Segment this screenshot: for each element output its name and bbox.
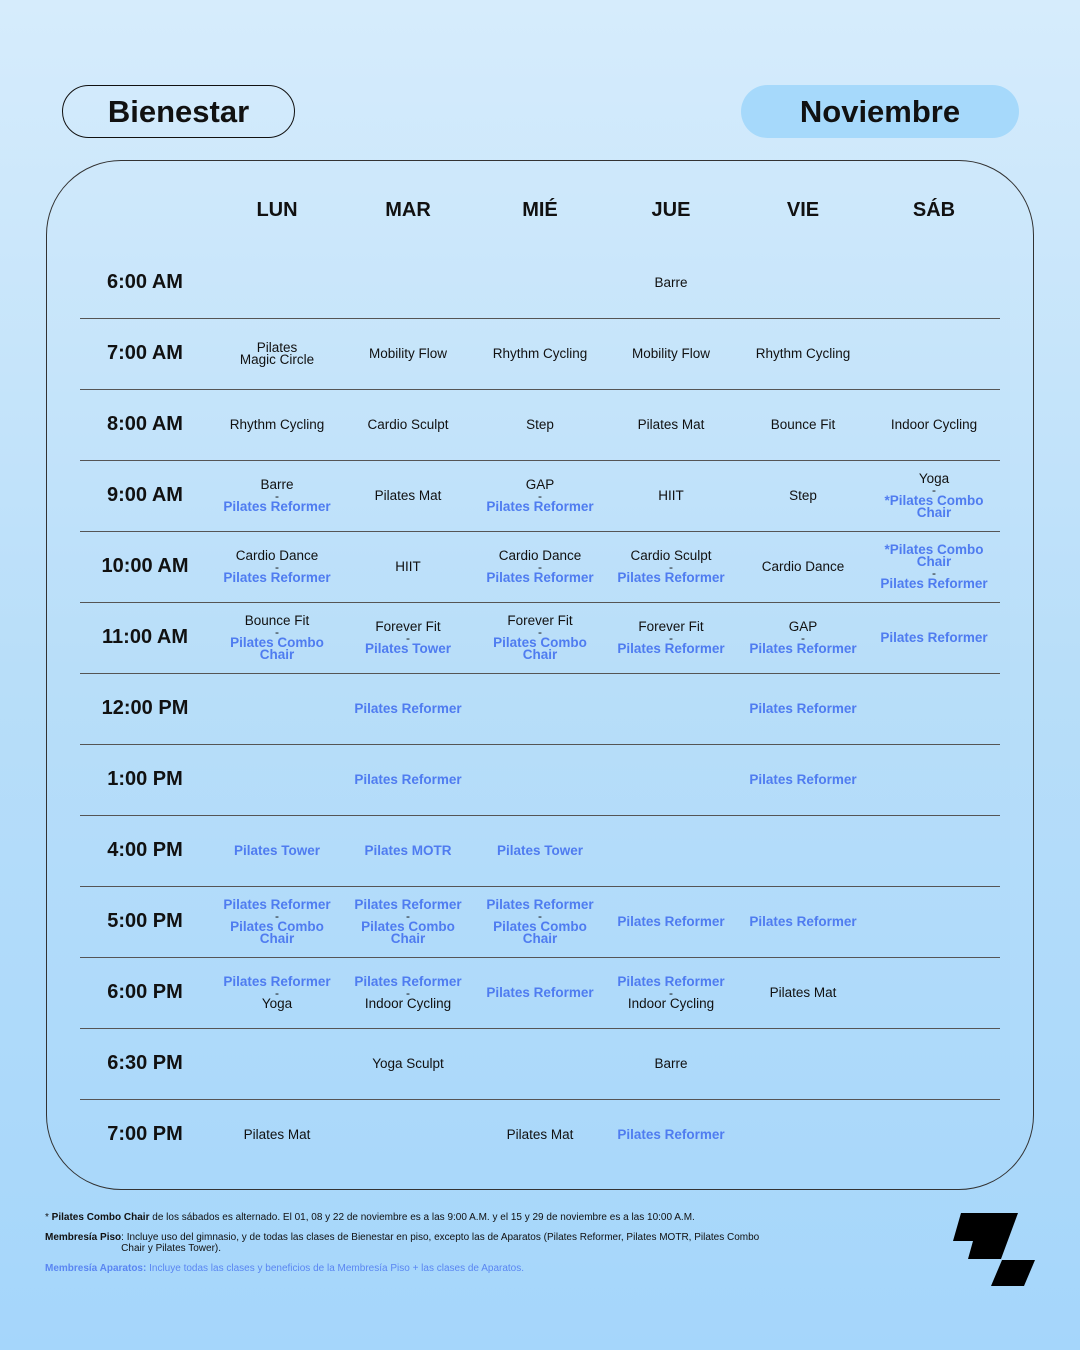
separator: - [538,908,542,923]
class-cell [738,744,868,815]
combo-chair-note [45,1212,845,1223]
class-cell [343,602,473,673]
class-cell [606,318,736,389]
piso-text: : Incluye uso del gimnasio, y de todas las clases de Bienestar en piso, excepto las de Aparatos (Pilates Reformer, Pilates MOTR, Pilates Combo Chair y Pilates Tower). [121,1232,760,1254]
class-cell [475,389,605,460]
time-label: 7:00 AM [107,342,183,364]
class-name: Pilates Reformer [617,640,725,656]
brand-label: Bienestar [62,85,295,138]
class-name: Pilates Reformer [617,569,725,585]
class-name: Pilates Reformer [617,973,725,989]
schedule-row [0,673,1080,744]
class-cell [212,247,342,318]
class-cell [212,531,342,602]
class-name: Pilates Reformer [880,575,988,591]
class-name: Indoor Cycling [890,416,978,432]
time-label: 6:00 AM [107,271,183,293]
class-name: Mobility Flow [631,345,710,361]
schedule-row [0,1099,1080,1170]
time-label: 5:00 PM [107,910,183,932]
class-name: GAP [788,618,818,634]
separator: - [275,908,279,923]
class-name: GAP [525,476,555,492]
class-cell [606,389,736,460]
class-cell [738,673,868,744]
class-name: Step [526,416,554,432]
class-cell [212,815,342,886]
class-name: Chair [390,930,426,946]
note-bold: Pilates Combo Chair [51,1212,150,1223]
class-cell [869,957,999,1028]
separator: - [275,559,279,574]
class-name: Pilates [256,339,298,355]
class-name: *Pilates Combo [884,492,984,508]
class-name: Rhythm Cycling [755,345,851,361]
class-name: Pilates Reformer [223,973,331,989]
class-name: Pilates Reformer [486,569,594,585]
class-name: Yoga [918,470,950,486]
class-cell [343,886,473,957]
class-name: Pilates Reformer [223,498,331,514]
class-name: Barre [654,274,688,290]
class-cell [475,673,605,744]
class-name: *Pilates Combo [884,541,984,557]
separator: - [275,624,279,639]
class-cell [606,744,736,815]
class-cell [869,318,999,389]
class-cell [738,460,868,531]
class-cell [212,886,342,957]
day-header-1: MAR [385,199,431,221]
class-cell [343,531,473,602]
class-name: Pilates Reformer [354,896,462,912]
separator: - [275,985,279,1000]
class-name: Pilates Reformer [617,1126,725,1142]
class-cell [343,1028,473,1099]
aparatos-text: Incluye todas las clases y beneficios de la Membresía Piso + las clases de Aparatos. [146,1263,525,1274]
class-name: Chair [916,553,952,569]
class-cell [738,1099,868,1170]
class-name: Pilates Mat [374,487,442,503]
class-name: Step [789,487,817,503]
schedule-row [0,744,1080,815]
class-cell [869,886,999,957]
separator: - [932,565,936,580]
schedule-row [0,1028,1080,1099]
class-name: Pilates Reformer [486,984,594,1000]
class-cell [475,957,605,1028]
class-cell [606,460,736,531]
class-cell [606,531,736,602]
class-name: Cardio Dance [235,547,319,563]
membresia-piso-note [45,1232,845,1254]
class-cell [606,815,736,886]
class-cell [869,1028,999,1099]
class-cell [738,957,868,1028]
class-cell [606,247,736,318]
time-label: 12:00 PM [101,697,189,719]
schedule-row [0,602,1080,673]
schedule-row [0,957,1080,1028]
time-label: 11:00 AM [102,626,188,648]
note-text: de los sábados es alternado. El 01, 08 y 22 de noviembre es a las 9:00 A.M. y el 15 y 29 de noviembre es a las 10:00 A.M. [149,1212,695,1223]
schedule-row [0,247,1080,318]
class-name: Pilates Combo [493,634,587,650]
class-cell [475,602,605,673]
note-prefix: * [45,1212,52,1223]
class-name: Pilates Combo [361,918,455,934]
class-name: Indoor Cycling [627,995,715,1011]
time-label: 8:00 AM [107,413,183,435]
separator: - [406,985,410,1000]
class-cell [738,886,868,957]
class-name: Pilates Reformer [354,700,462,716]
class-name: Rhythm Cycling [492,345,588,361]
class-cell [343,815,473,886]
class-cell [343,318,473,389]
class-name: Pilates Reformer [749,640,857,656]
class-name: Barre [260,476,294,492]
class-cell [343,247,473,318]
class-cell [212,460,342,531]
class-cell [869,531,999,602]
aparatos-bold: Membresía Aparatos: [45,1263,147,1274]
class-name: Cardio Dance [498,547,582,563]
class-cell [475,1028,605,1099]
class-name: Cardio Sculpt [630,547,712,563]
class-cell [475,744,605,815]
class-name: Pilates Reformer [749,771,857,787]
day-header-0: LUN [256,199,298,221]
separator: - [406,908,410,923]
schedule-row [0,318,1080,389]
separator: - [538,559,542,574]
class-cell [606,602,736,673]
class-cell [343,957,473,1028]
class-name: Pilates Reformer [223,896,331,912]
class-name: HIIT [658,487,684,503]
class-cell [212,1028,342,1099]
class-cell [212,957,342,1028]
class-cell [212,318,342,389]
class-name: Pilates Combo [230,918,324,934]
separator: - [538,624,542,639]
class-cell [738,815,868,886]
class-cell [738,389,868,460]
class-cell [212,1099,342,1170]
class-cell [343,389,473,460]
brand-logo-icon [940,1200,1040,1295]
class-cell [606,886,736,957]
class-cell [212,673,342,744]
class-cell [212,744,342,815]
class-name: Pilates Reformer [354,771,462,787]
class-cell [869,744,999,815]
class-cell [606,1028,736,1099]
month-badge: Noviembre [741,85,1019,138]
class-name: Pilates Tower [233,842,321,858]
class-name: Forever Fit [375,618,441,634]
membresia-aparatos-note [45,1263,845,1274]
class-cell [606,1099,736,1170]
time-label: 9:00 AM [107,484,183,506]
class-name: Pilates Tower [496,842,584,858]
class-name: Pilates Tower [364,640,452,656]
class-name: Pilates MOTR [364,842,452,858]
time-label: 6:00 PM [107,981,183,1003]
class-name: Pilates Mat [506,1126,574,1142]
class-name: HIIT [395,558,421,574]
class-cell [343,1099,473,1170]
class-cell [738,602,868,673]
footer-notes [45,1212,845,1283]
class-cell [475,247,605,318]
class-cell [343,460,473,531]
class-cell [343,673,473,744]
class-name: Bounce Fit [244,612,310,628]
class-cell [869,602,999,673]
class-name: Pilates Mat [243,1126,311,1142]
class-name: Chair [522,930,558,946]
class-name: Pilates Reformer [749,913,857,929]
class-name: Magic Circle [239,351,315,367]
class-name: Chair [916,504,952,520]
separator: - [669,559,673,574]
class-name: Pilates Reformer [749,700,857,716]
class-cell [869,1099,999,1170]
class-cell [869,389,999,460]
separator: - [538,488,542,503]
separator: - [801,630,805,645]
class-name: Pilates Reformer [880,629,988,645]
class-name: Pilates Combo [230,634,324,650]
piso-bold: Membresía Piso [45,1232,122,1243]
class-name: Bounce Fit [770,416,836,432]
class-cell [606,957,736,1028]
separator: - [406,630,410,645]
day-header-3: JUE [651,199,691,221]
separator: - [275,488,279,503]
time-label: 1:00 PM [107,768,183,790]
class-name: Chair [259,646,295,662]
class-cell [475,815,605,886]
class-name: Yoga [261,995,293,1011]
separator: - [932,482,936,497]
class-cell [475,886,605,957]
class-name: Yoga Sculpt [372,1055,444,1071]
class-cell [606,673,736,744]
schedule-row [0,531,1080,602]
class-cell [212,389,342,460]
class-name: Indoor Cycling [364,995,452,1011]
class-cell [738,531,868,602]
day-header-4: VIE [786,199,820,221]
class-cell [738,247,868,318]
schedule-row [0,886,1080,957]
class-name: Rhythm Cycling [229,416,325,432]
time-label: 4:00 PM [107,839,183,861]
class-cell [475,460,605,531]
class-name: Chair [522,646,558,662]
class-name: Forever Fit [638,618,704,634]
class-name: Pilates Combo [493,918,587,934]
schedule-row [0,460,1080,531]
class-name: Pilates Reformer [354,973,462,989]
class-cell [869,460,999,531]
schedule-row [0,389,1080,460]
class-cell [475,318,605,389]
class-cell [869,247,999,318]
class-name: Chair [259,930,295,946]
class-cell [475,531,605,602]
class-name: Mobility Flow [368,345,447,361]
class-name: Pilates Mat [769,984,837,1000]
class-cell [212,602,342,673]
class-name: Pilates Reformer [617,913,725,929]
class-name: Pilates Reformer [223,569,331,585]
class-name: Forever Fit [507,612,573,628]
day-header-5: SÁB [912,199,956,221]
schedule-row [0,815,1080,886]
separator: - [669,630,673,645]
class-cell [475,1099,605,1170]
separator: - [669,985,673,1000]
class-cell [738,1028,868,1099]
class-cell [869,815,999,886]
class-name: Pilates Mat [637,416,705,432]
time-label: 10:00 AM [101,555,189,577]
class-name: Cardio Dance [761,558,845,574]
class-cell [869,673,999,744]
day-header-2: MIÉ [522,199,558,221]
class-name: Pilates Reformer [486,896,594,912]
time-label: 7:00 PM [107,1123,183,1145]
class-cell [738,318,868,389]
class-cell [343,744,473,815]
class-name: Pilates Reformer [486,498,594,514]
time-label: 6:30 PM [107,1052,183,1074]
class-name: Cardio Sculpt [367,416,449,432]
class-name: Barre [654,1055,688,1071]
